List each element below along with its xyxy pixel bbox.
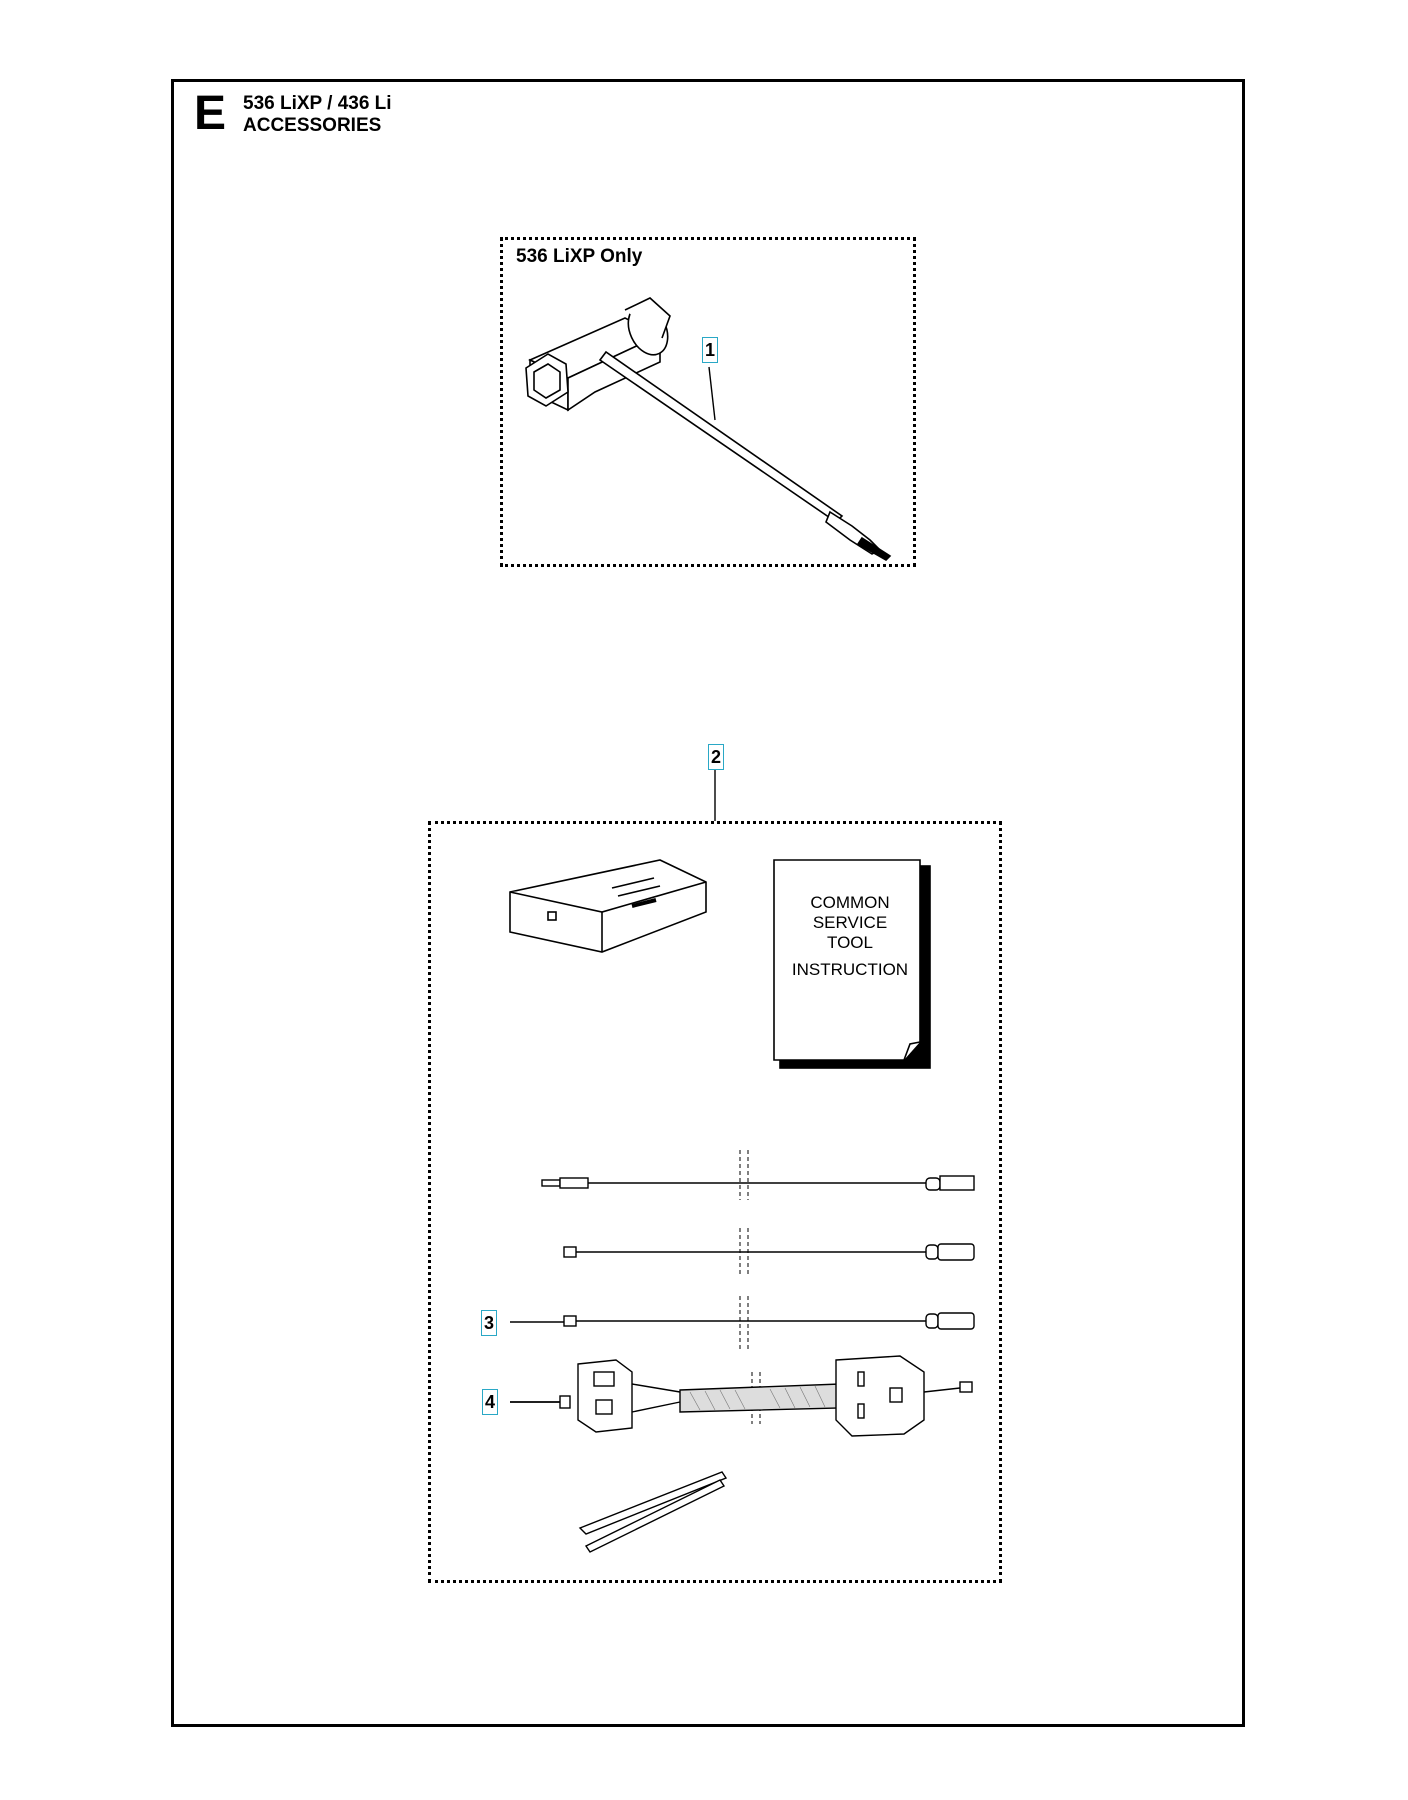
tweezers xyxy=(580,1472,726,1552)
interface-box xyxy=(510,860,706,952)
usb-cable xyxy=(542,1176,974,1190)
group-box-label: 536 LiXP Only xyxy=(516,246,643,267)
callout-4[interactable]: 4 xyxy=(482,1389,498,1415)
section-letter: E xyxy=(194,87,227,140)
cable-break-marks xyxy=(740,1150,760,1424)
callout-3[interactable]: 3 xyxy=(481,1310,497,1336)
adapter-cable-a xyxy=(564,1244,974,1260)
callout-2[interactable]: 2 xyxy=(708,744,724,770)
adapter-cable-b xyxy=(510,1313,974,1329)
battery-harness xyxy=(510,1356,972,1436)
category-title: ACCESSORIES xyxy=(243,115,382,136)
manual-line-2: SERVICE xyxy=(812,913,888,932)
callout-1[interactable]: 1 xyxy=(702,337,718,363)
model-title: 536 LiXP / 436 Li xyxy=(243,93,392,114)
manual-line-1: COMMON xyxy=(810,893,890,912)
manual-line-4: INSTRUCTION xyxy=(791,960,909,979)
manual-line-3: TOOL xyxy=(827,933,873,952)
leader-line-1 xyxy=(709,367,715,420)
